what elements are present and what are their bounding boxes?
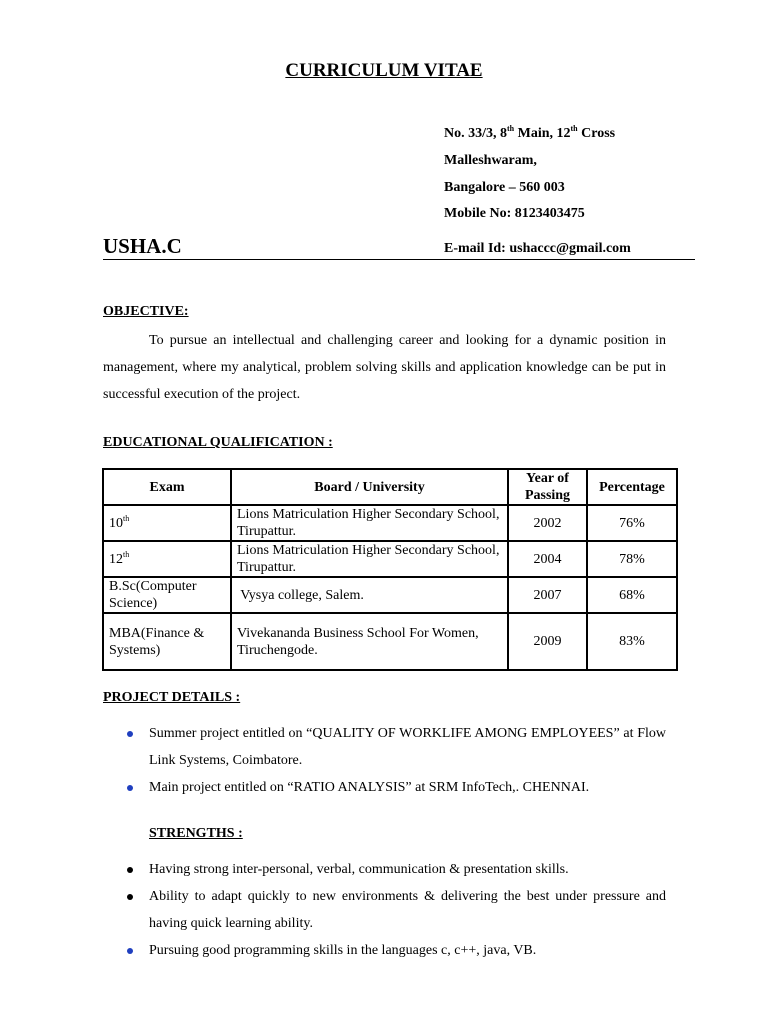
board-cell: Vivekananda Business School For Women, Tiruchengode. [231,613,508,670]
objective-heading: OBJECTIVE: [103,304,189,319]
year-cell: 2004 [508,541,587,577]
column-header: Board / University [231,469,508,505]
mobile-number: Mobile No: 8123403475 [444,206,585,221]
column-header: Year of Passing [508,469,587,505]
bullet-icon [127,731,133,737]
list-item: Ability to adapt quickly to new environments & delivering the best under pressure and having quick learning ability. [103,883,666,937]
year-cell: 2009 [508,613,587,670]
candidate-name: USHA.C [103,234,182,258]
address-line-3: Bangalore – 560 003 [444,180,565,195]
list-item: Summer project entitled on “QUALITY OF WORKLIFE AMONG EMPLOYEES” at Flow Link Systems, Coimbatore. [103,720,666,774]
board-cell: Vysya college, Salem. [231,577,508,613]
education-table [102,468,678,671]
address-line-1: No. 33/3, 8th Main, 12th Cross [444,124,616,141]
list-item: Pursuing good programming skills in the languages c, c++, java, VB. [103,937,666,964]
strengths-list [103,856,666,964]
column-header: Percentage [587,469,677,505]
year-cell: 2002 [508,505,587,541]
projects-heading: PROJECT DETAILS : [103,690,241,705]
exam-cell: 10th [103,505,231,541]
table-header-row [103,469,677,505]
bullet-icon [127,867,133,873]
address-line-2: Malleshwaram, [444,153,537,168]
strengths-heading: STRENGTHS : [149,826,243,841]
bullet-icon [127,785,133,791]
table-row [103,613,677,670]
year-cell: 2007 [508,577,587,613]
exam-cell: 12th [103,541,231,577]
column-header: Exam [103,469,231,505]
list-item: Having strong inter-personal, verbal, communication & presentation skills. [103,856,666,883]
percentage-cell: 68% [587,577,677,613]
header-divider [103,259,695,260]
list-item: Main project entitled on “RATIO ANALYSIS” at SRM InfoTech,. CHENNAI. [103,774,666,801]
table-row [103,505,677,541]
board-cell: Lions Matriculation Higher Secondary School, Tirupattur. [231,541,508,577]
exam-cell: B.Sc(Computer Science) [103,577,231,613]
document-title: CURRICULUM VITAE [285,60,483,81]
percentage-cell: 78% [587,541,677,577]
bullet-icon [127,894,133,900]
bullet-icon [127,948,133,954]
table-row [103,541,677,577]
board-cell: Lions Matriculation Higher Secondary School, Tirupattur. [231,505,508,541]
percentage-cell: 76% [587,505,677,541]
table-row [103,577,677,613]
percentage-cell: 83% [587,613,677,670]
email-address: E-mail Id: ushaccc@gmail.com [444,241,631,256]
education-heading: EDUCATIONAL QUALIFICATION : [103,435,333,450]
exam-cell: MBA(Finance & Systems) [103,613,231,670]
projects-list [103,720,666,801]
objective-text: To pursue an intellectual and challenging career and looking for a dynamic position in management, where my analytical, problem solving skills and application knowledge can be put in successful execution of the project. [103,333,666,402]
